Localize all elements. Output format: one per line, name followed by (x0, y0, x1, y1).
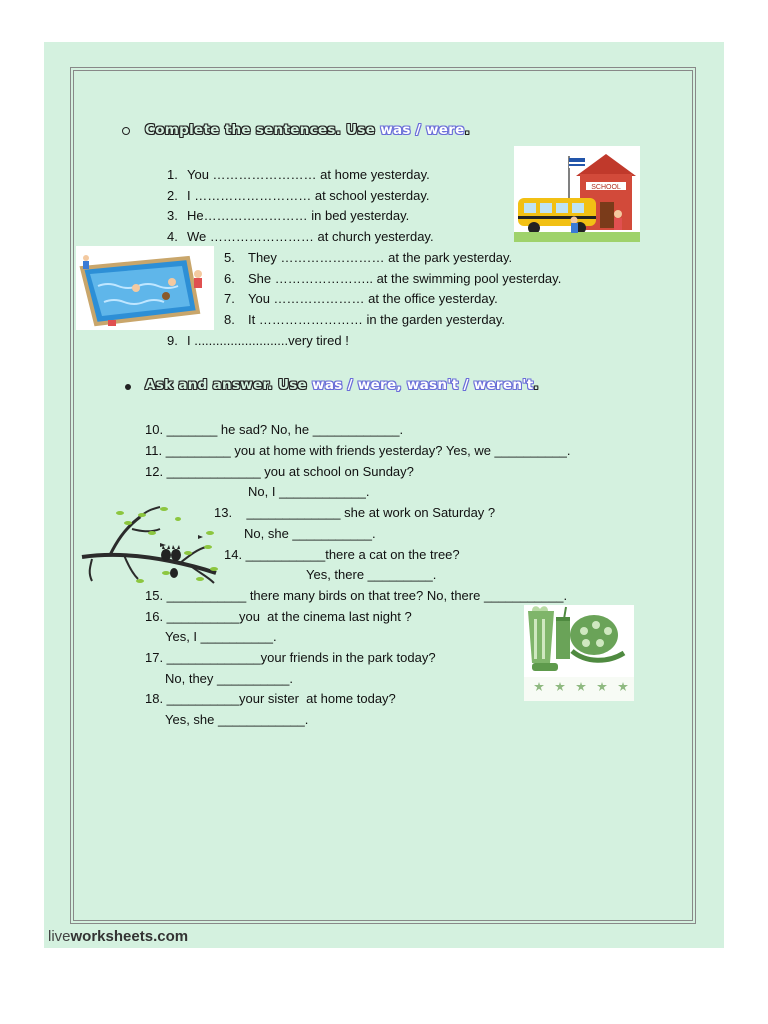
footer-suffix: .com (153, 928, 189, 945)
bullet-solid (125, 384, 131, 390)
item-number: 6. (224, 271, 235, 286)
sentence-9 (167, 333, 349, 349)
school-sign: SCHOOL (591, 184, 621, 191)
answer-18[interactable]: Yes, she ____________. (165, 712, 309, 727)
sentence-1 (167, 167, 430, 183)
item-text[interactable]: I ……………………… at school yesterday. (187, 188, 430, 203)
item-text[interactable]: She ………………….. at the swimming pool yesterday. (248, 271, 562, 286)
sentence-7 (224, 291, 498, 307)
item-text[interactable]: I ..........................very tired ! (187, 333, 349, 348)
section1-heading-period: . (464, 122, 471, 138)
question-11[interactable]: 11. _________ you at home with friends yesterday? Yes, we __________. (145, 443, 571, 458)
sentence-5 (224, 250, 512, 266)
sentence-2 (167, 188, 430, 204)
swimming-pool-picture (76, 246, 214, 330)
cinema-picture (524, 605, 634, 701)
answer-14[interactable]: Yes, there _________. (306, 567, 437, 582)
footer-brand[interactable] (48, 928, 188, 945)
question-12[interactable]: 12. _____________ you at school on Sunday? (145, 464, 414, 479)
sentence-3 (167, 208, 409, 224)
item-number: 8. (224, 312, 235, 327)
answer-16[interactable]: Yes, I __________. (165, 629, 277, 644)
answer-12[interactable]: No, I ____________. (248, 484, 370, 499)
sentence-4 (167, 229, 434, 245)
section2-heading-text: Ask and answer. Use (145, 377, 308, 393)
item-text[interactable]: You ………………… at the office yesterday. (248, 291, 498, 306)
question-10[interactable]: 10. _______ he sad? No, he ____________. (145, 422, 404, 437)
section2-heading-period: . (533, 377, 539, 393)
item-number: 7. (224, 291, 235, 306)
footer-brand-name: worksheets (70, 928, 154, 945)
bullet-hollow (122, 127, 130, 135)
school-bus-picture (514, 146, 640, 242)
footer-prefix: live (48, 928, 71, 945)
item-text[interactable]: You …………………… at home yesterday. (187, 167, 430, 182)
item-text[interactable]: It …………………… in the garden yesterday. (248, 312, 505, 327)
item-number: 9. (167, 333, 178, 348)
item-number: 1. (167, 167, 178, 182)
question-13[interactable]: 13. _____________ she at work on Saturday ? (214, 505, 496, 520)
item-number: 2. (167, 188, 178, 203)
item-text[interactable]: We …………………… at church yesterday. (187, 229, 434, 244)
answer-13[interactable]: No, she ___________. (244, 526, 376, 541)
question-16[interactable]: 16. __________you at the cinema last night ? (145, 609, 412, 624)
question-17[interactable]: 17. _____________your friends in the park today? (145, 650, 436, 665)
section2-heading-keywords: was / were, wasn't / weren't (312, 377, 534, 393)
tree-with-cats-picture (80, 503, 220, 589)
sentence-6 (224, 271, 561, 287)
answer-17[interactable]: No, they __________. (165, 671, 293, 686)
question-14[interactable]: 14. ___________there a cat on the tree? (224, 547, 460, 562)
item-text[interactable]: They …………………… at the park yesterday. (248, 250, 513, 265)
section1-heading-text: Complete the sentences. Use (145, 122, 376, 138)
section1-heading-keywords: was / were (380, 122, 465, 138)
question-15[interactable]: 15. ___________ there many birds on that tree? No, there ___________. (145, 588, 568, 603)
item-number: 4. (167, 229, 178, 244)
section1-heading (145, 122, 470, 138)
item-number: 3. (167, 208, 178, 223)
sentence-8 (224, 312, 505, 328)
question-18[interactable]: 18. __________your sister at home today? (145, 691, 396, 706)
item-text[interactable]: He…………………… in bed yesterday. (187, 208, 410, 223)
section2-heading (145, 377, 539, 393)
item-number: 5. (224, 250, 235, 265)
